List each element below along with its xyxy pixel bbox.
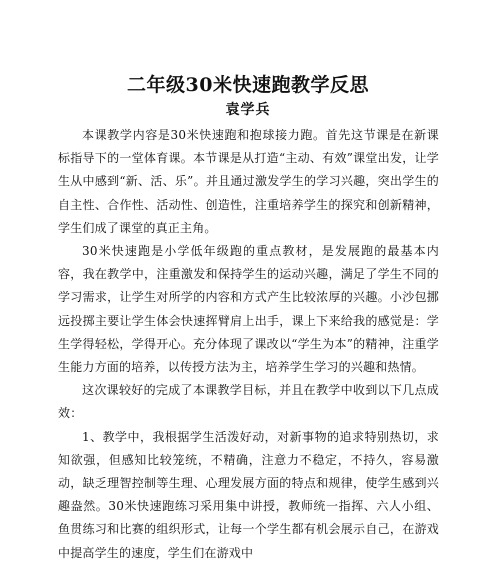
document-author: 袁学兵 (225, 102, 271, 118)
document-title: 二年级30米快速跑教学反思 (127, 74, 369, 96)
paragraph-4: 1、教学中，我根据学生活泼好动，对新事物的追求特别热切，求知欲强，但感知比较笼统，不精确，注意力不稳定，不持久，容易激动，缺乏理智控制等生理、心理发展方面的特点和规律，使学生感到兴趣盎然。30米快速跑练习采用集中讲授，教师统一指挥、六人小组、鱼贯练习和比赛的组织形式，让每一个学生都有机会展示自己，在游戏中提高学生的速度，学生们在游戏中 (58, 429, 439, 560)
paragraph-3: 这次课较好的完成了本课教学目标，并且在教学中收到以下几点成效： (58, 383, 439, 421)
document-body (58, 124, 439, 561)
paragraph-1: 本课教学内容是30米快速跑和抱球接力跑。首先这节课是在新课标指导下的一堂体育课。本节课是从打造“主动、有效”课堂出发，让学生从中感到“新、活、乐”。并且通过激发学生的学习兴趣，突出学生的自主性、合作性、活动性、创造性，注重培养学生的探究和创新精神，学生们成了课堂的真正主角。 (58, 128, 439, 235)
paragraph-2: 30米快速跑是小学低年级跑的重点教材，是发展跑的最基本内容，我在教学中，注重激发和保持学生的运动兴趣，满足了学生不同的学习需求，让学生对所学的内容和方式产生比较浓厚的兴趣。小沙包挪远投掷主要让学生体会快速挥臂肩上出手，课上下来给我的感觉是：学生学得轻松，学得开心。充分体现了课改以“学生为本”的精神，注重学生能力方面的培养，以传授方法为主，培养学生学习的兴趣和热情。 (58, 244, 439, 375)
